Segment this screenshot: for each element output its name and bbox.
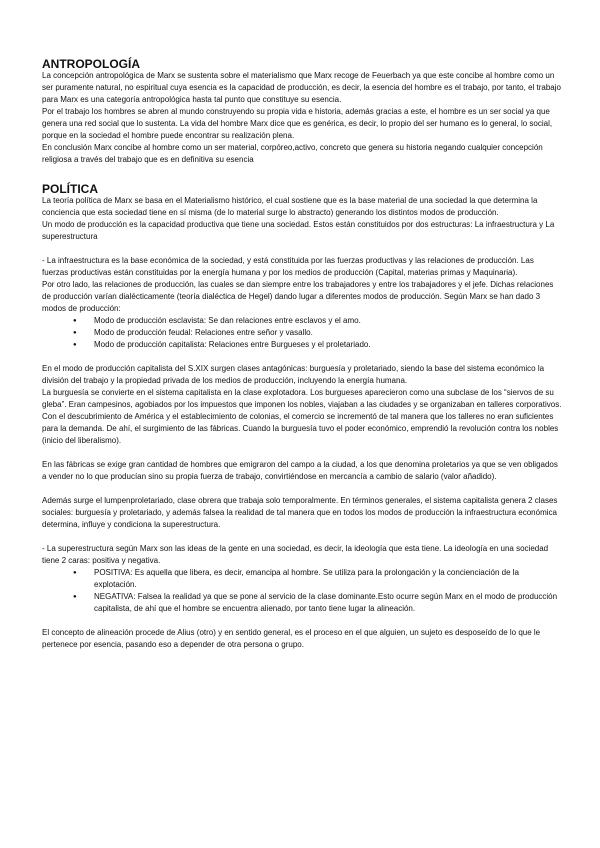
list-item: ● Modo de producción esclavista: Se dan relaciones entre esclavos y el amo. (94, 315, 562, 327)
paragraph: Por otro lado, las relaciones de producción, las cuales se dan siempre entre los trabajadores y entre los trabajadores y el jefe. Dichas relaciones de producción varían dialécticamente (teoría dialéctica de Hegel) dando lugar a diferentes modos de producción. Según Marx se han dado 3 modos de producción: (42, 280, 554, 313)
paragraph: La concepción antropológica de Marx se sustenta sobre el materialismo que Marx recoge de Feuerbach ya que este concibe al hombre como un ser puramente natural, no espiritual cuya esencia es la capacidad de producción, es decir, la esencia del hombre es el trabajo, por tanto, el trabajo para Marx es una categoría antropológica hasta tal punto que constituye su esencia. (42, 71, 561, 104)
paragraph: Por el trabajo los hombres se abren al mundo construyendo su propia vida e historia, además gracias a este, el hombre es un ser social ya que genera una red social que lo sustenta. La vida del hombre Marx dice que es genérica, es decir, lo propio del ser humano es lo general, lo social, porque en la sociedad el hombre puede encontrar su realización plena. (42, 107, 553, 140)
paragraph: El concepto de alineación procede de Alius (otro) y en sentido general, es el proceso en el que alguien, un sujeto es desposeído de lo que le pertenece por esencia, pasando eso a depender de otra persona o grupo. (42, 628, 541, 649)
section-politica (42, 183, 562, 651)
paragraph: Un modo de producción es la capacidad productiva que tiene una sociedad. Estos están constituidos por dos estructuras: La infraestructura y La superestructura (42, 220, 555, 241)
paragraph: En las fábricas se exige gran cantidad de hombres que emigraron del campo a la ciudad, a los que denomina proletarios ya que se ven obligados a vender no lo que producían sino su propia fuerza de trabajo, convirtiéndose en mercancía a cambio de salario (valor añadido). (42, 460, 558, 481)
paragraph: La burguesía se convierte en el sistema capitalista en la clase explotadora. Los burgueses aparecieron como una subclase de los “siervos de su gleba”. Eran campesinos, agobiados por los impuestos que imponen los nobles, viajaban a las ciudades y se organizaban en talleres corporativos. Con el descubrimiento de América y el establecimiento de colonias, el comercio se incrementó de tal manera que los talleres no eran suficientes para la demanda. De ahí, el surgimiento de las fábricas. Cuando la burguesía tuvo el poder económico, emprendió la revolución contra los nobles (inicio del liberalismo). (42, 388, 562, 445)
paragraph: La teoría política de Marx se basa en el Materialismo histórico, el cual sostiene que es la base material de una sociedad la que determina la conciencia que esta sociedad tiene en sí misma (de lo material surge lo abstracto) generando los distintos modos de producción. (42, 196, 538, 217)
list-item: ● Modo de producción capitalista: Relaciones entre Burgueses y el proletariado. (94, 339, 562, 351)
heading-antropologia: ANTROPOLOGÍA (42, 57, 140, 71)
list-item: ● Modo de producción feudal: Relaciones entre señor y vasallo. (94, 327, 562, 339)
caras-list (42, 567, 562, 615)
paragraph: - La superestructura según Marx son las ideas de la gente en una sociedad, es decir, la ideología que esta tiene. La ideología en una sociedad tiene 2 caras: positiva y negativa. (42, 544, 549, 565)
heading-politica: POLÍTICA (42, 182, 98, 196)
paragraph: En conclusión Marx concibe al hombre como un ser material, corpóreo,activo, concreto que genera su historia negando cualquier concepción religiosa a través del trabajo que es en definitiva su esencia (42, 143, 543, 164)
paragraph: En el modo de producción capitalista del S.XIX surgen clases antagónicas: burguesía y proletariado, siendo la base del sistema económico la división del trabajo y la propiedad privada de los medios de producción, incluyendo la energía humana. (42, 364, 545, 385)
section-antropologia (42, 58, 562, 166)
modos-list (42, 315, 562, 351)
list-item: ● NEGATIVA: Falsea la realidad ya que se pone al servicio de la clase dominante.Esto ocurre según Marx en el modo de producción capitalista, de ahí que el hombre se encuentra alienado, por tanto tiene lugar la alineación. (94, 591, 562, 615)
paragraph: - La infraestructura es la base económica de la sociedad, y está constituida por las fuerzas productivas y las relaciones de producción. Las fuerzas productivas están constituidas por la energía humana y por los medios de producción (Capital, materias primas y Maquinaria). (42, 256, 534, 277)
paragraph: Además surge el lumpenproletariado, clase obrera que trabaja solo temporalmente. En términos generales, el sistema capitalista genera 2 clases sociales: burguesía y proletariado, y además falsea la realidad de tal manera que en todos los modos de producción la infraestructura económica determina, influye y condiciona la superestructura. (42, 496, 558, 529)
list-item: ● POSITIVA: Es aquella que libera, es decir, emancipa al hombre. Se utiliza para la prolongación y la concienciación de la explotación. (94, 567, 562, 591)
